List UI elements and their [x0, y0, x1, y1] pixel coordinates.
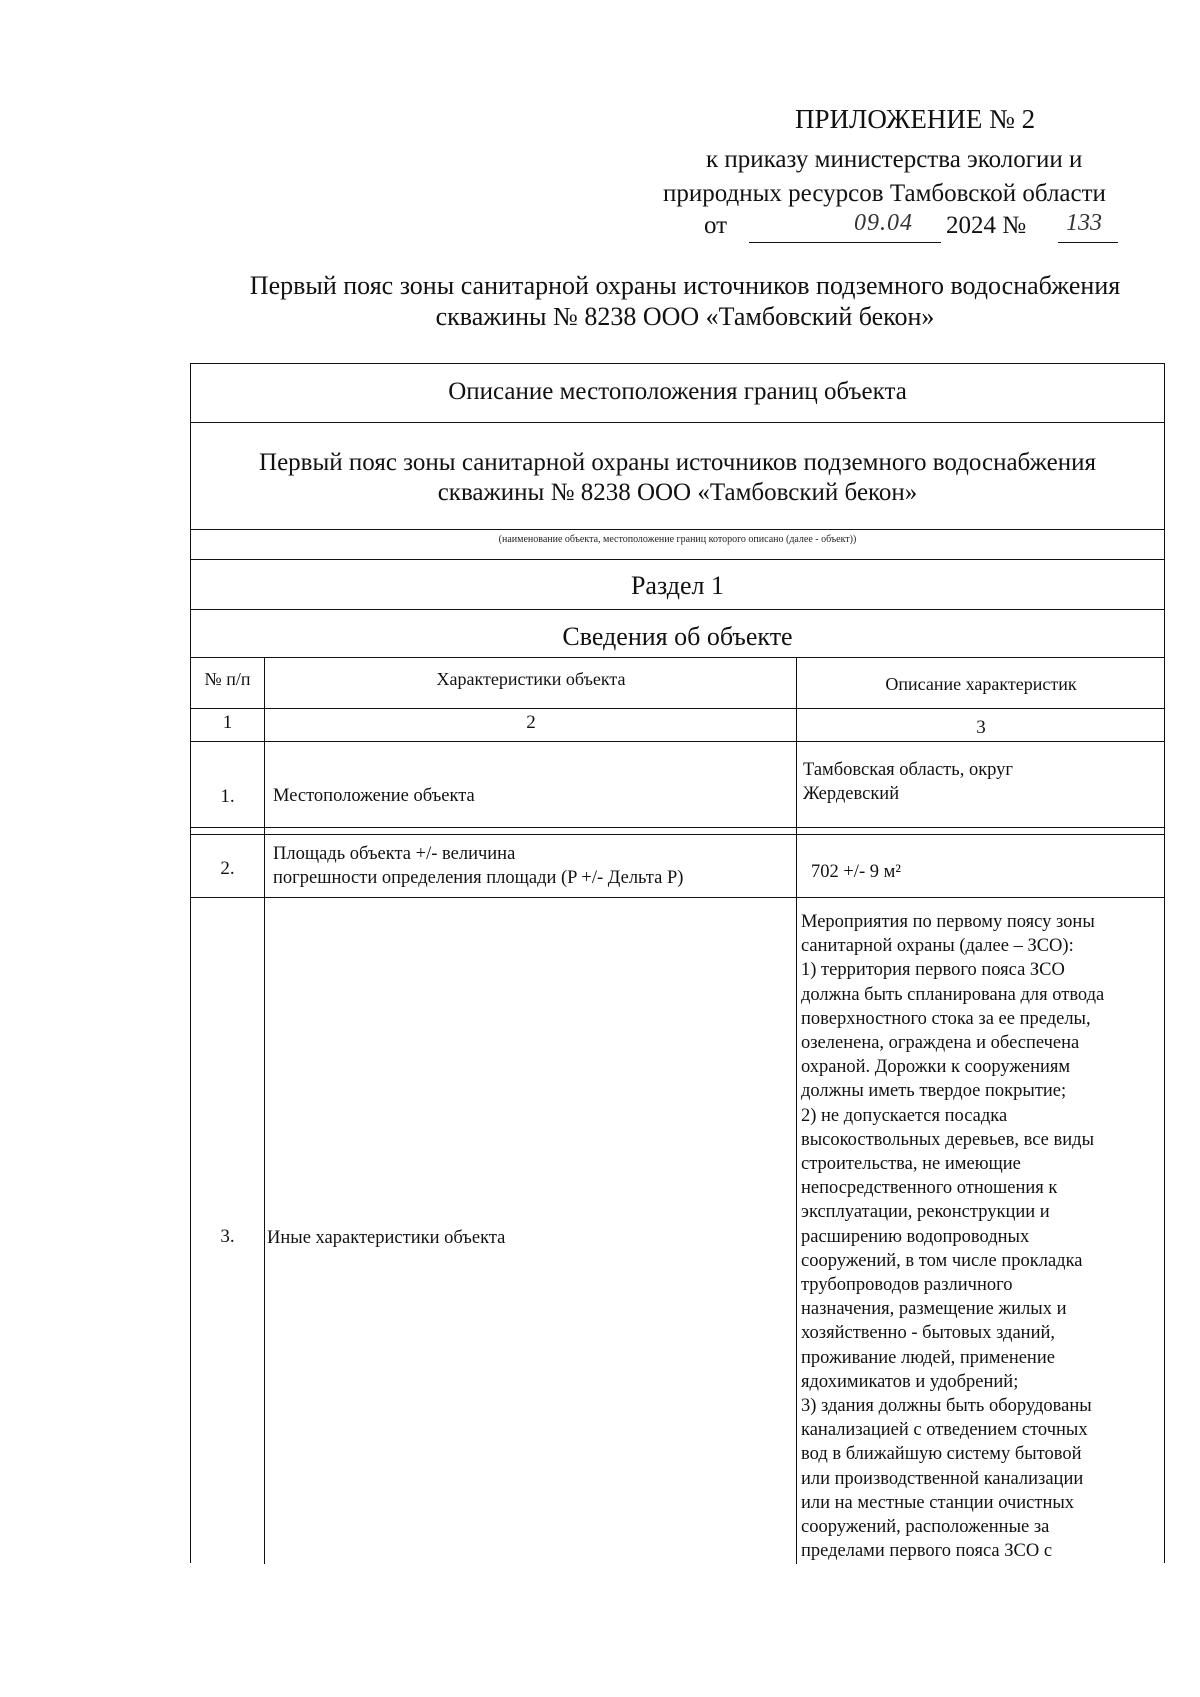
document-title-line-2: скважины № 8238 ООО «Тамбовский бекон»: [435, 302, 935, 331]
row-2-number: 2.: [220, 858, 235, 879]
description-line: высокоствольных деревьев, все виды: [801, 1129, 1095, 1150]
appendix-date-line: [704, 212, 1124, 248]
description-line: поверхностного стока за ее пределы,: [801, 1008, 1091, 1029]
row-2-characteristic-line-1: Площадь объекта +/- величина: [273, 844, 516, 864]
description-line: назначения, размещение жилых и: [801, 1299, 1067, 1320]
row-divider: [191, 897, 1164, 898]
object-name-line-2: скважины № 8238 ООО «Тамбовский бекон»: [437, 479, 918, 506]
description-line: канализацией с отведением сточных: [801, 1420, 1088, 1441]
number-underline: [1058, 242, 1118, 243]
description-line: непосредственного отношения к: [801, 1178, 1058, 1199]
col-number-3: 3: [976, 717, 986, 738]
description-line: 3) здания должны быть оборудованы: [801, 1396, 1092, 1417]
description-line: эксплуатации, реконструкции и: [801, 1202, 1050, 1223]
divider: [191, 529, 1164, 530]
row-divider: [191, 827, 1164, 828]
row-3-description: [801, 910, 1159, 1563]
column-divider: [264, 657, 265, 1564]
description-line: 1) территория первого пояса ЗСО: [801, 960, 1065, 981]
object-description-form: [190, 363, 1165, 1563]
header-characteristic: Характеристики объекта: [436, 669, 626, 689]
appendix-ministry-line: природных ресурсов Тамбовской области: [663, 180, 1106, 207]
row-divider: [191, 741, 1164, 742]
description-line: должна быть спланирована для отвода: [801, 984, 1105, 1005]
col-number-2: 2: [526, 712, 536, 733]
description-line: ядохимикатов и удобрений;: [801, 1371, 1019, 1392]
description-line: проживание людей, применение: [801, 1347, 1055, 1368]
appendix-order-line: к приказу министерства экологии и: [706, 146, 1083, 173]
divider: [191, 422, 1164, 423]
description-line: охраной. Дорожки к сооружениям: [801, 1057, 1071, 1078]
description-line: расширению водопроводных: [801, 1226, 1030, 1247]
row-3-characteristic: Иные характеристики объекта: [267, 1228, 506, 1248]
handwritten-date: 09.04: [854, 210, 913, 236]
description-line: хозяйственно - бытовых зданий,: [801, 1323, 1056, 1344]
header-description: Описание характеристик: [885, 674, 1077, 694]
description-line: пределами первого пояса ЗСО с: [801, 1541, 1053, 1562]
object-name: [191, 448, 1164, 508]
description-line: Мероприятия по первому поясу зоны: [801, 912, 1095, 932]
section-heading: Описание местоположения границ объекта: [448, 378, 907, 405]
row-2-characteristic-line-2: погрешности определения площади (P +/- Дельта P): [273, 868, 684, 888]
row-divider: [191, 708, 1164, 709]
row-3-number: 3.: [220, 1226, 235, 1247]
handwritten-number: 133: [1066, 210, 1102, 236]
description-line: 2) не допускается посадка: [801, 1105, 1008, 1126]
description-line: сооружений, расположенные за: [801, 1517, 1050, 1538]
description-line: озеленена, ограждена и обеспечена: [801, 1033, 1080, 1054]
description-line: санитарной охраны (далее – ЗСО):: [801, 936, 1074, 957]
col-number-1: 1: [222, 712, 233, 733]
header-number: № п/п: [204, 669, 251, 689]
row-2-characteristic: [273, 842, 683, 890]
description-line: вод в ближайшую систему бытовой: [801, 1444, 1082, 1465]
year-label: 2024 №: [946, 212, 1027, 239]
column-divider: [796, 657, 797, 1564]
description-line: должны иметь твердое покрытие;: [801, 1081, 1067, 1102]
description-line: или производственной канализации: [801, 1468, 1084, 1489]
date-underline: [749, 242, 941, 243]
description-line: или на местные станции очистных: [801, 1492, 1075, 1513]
document-title: [190, 270, 1180, 332]
object-name-line-1: Первый пояс зоны санитарной охраны источников подземного водоснабжения: [259, 449, 1096, 476]
date-prefix: от: [704, 212, 728, 239]
table-top-border: [191, 657, 1164, 658]
row-1-characteristic: Местоположение объекта: [273, 786, 475, 806]
document-title-line-1: Первый пояс зоны санитарной охраны источников подземного водоснабжения: [249, 271, 1121, 300]
description-line: трубопроводов различного: [801, 1275, 1013, 1296]
description-line: сооружений, в том числе прокладка: [801, 1250, 1083, 1271]
row-1-description: Тамбовская область, округ Жердевский: [803, 760, 1014, 804]
appendix-title: ПРИЛОЖЕНИЕ № 2: [795, 104, 1036, 134]
divider: [191, 559, 1164, 560]
object-name-note: (наименование объекта, местоположение границ которого описано (далее - объект)): [498, 534, 857, 545]
row-1-number: 1.: [220, 786, 235, 807]
row-2-description: 702 +/- 9 м²: [811, 862, 901, 882]
description-line: строительства, не имеющие: [801, 1154, 1021, 1175]
row-divider: [191, 834, 1164, 835]
section-subtitle: Сведения об объекте: [562, 622, 793, 651]
divider: [191, 609, 1164, 610]
section-number: Раздел 1: [630, 571, 725, 600]
